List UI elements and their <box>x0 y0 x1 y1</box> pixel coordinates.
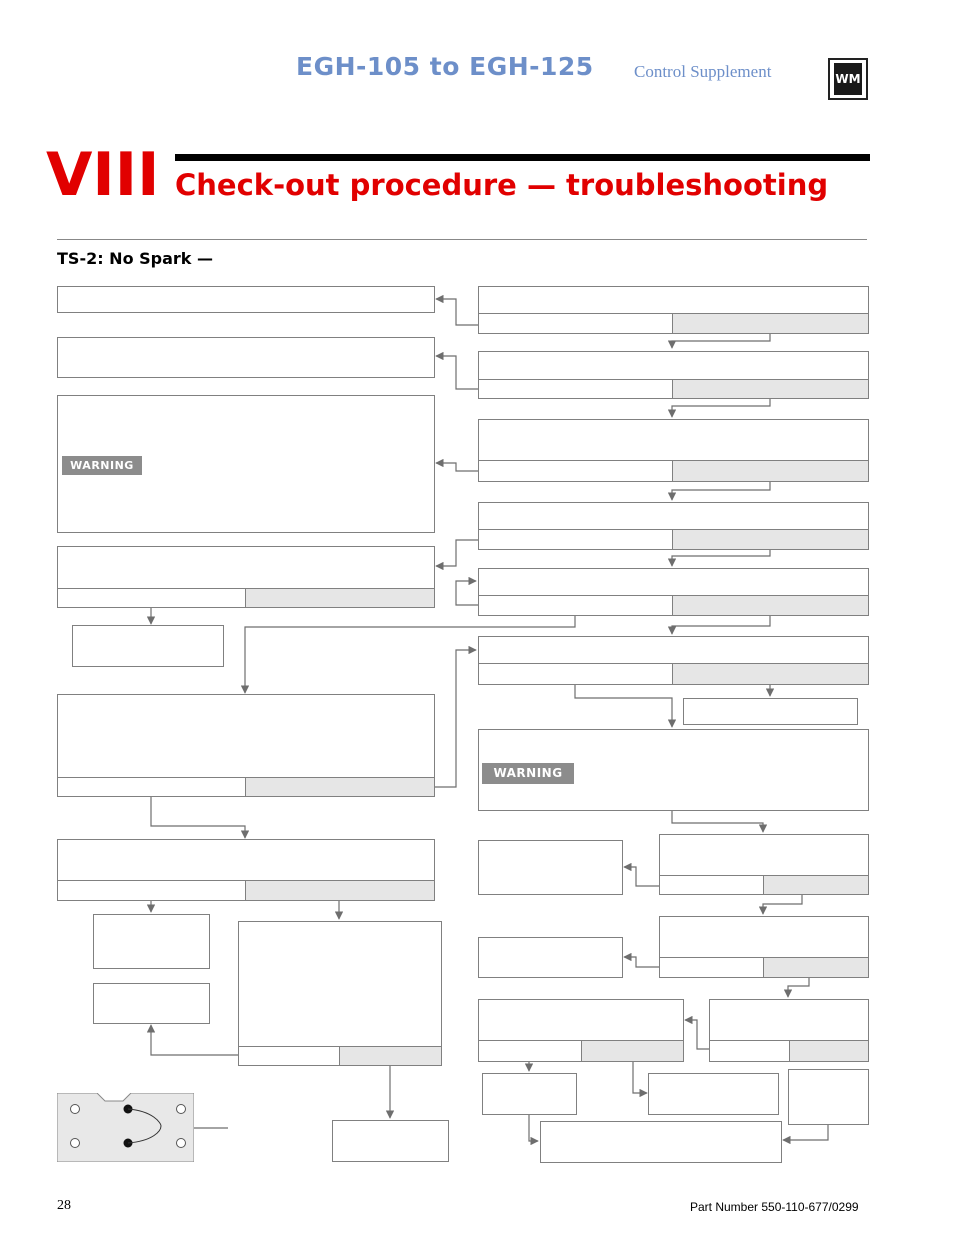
document-subtitle: Control Supplement <box>634 62 772 81</box>
yes-cell <box>57 777 246 797</box>
decision-box-right-8 <box>659 916 869 958</box>
action-box-right-6 <box>788 1069 869 1125</box>
flowchart-title: TS-2: No Spark — <box>57 249 214 268</box>
no-cell <box>789 1040 869 1062</box>
decision-box-right-3 <box>478 419 869 461</box>
decision-box-right-9 <box>478 999 684 1041</box>
decision-box-left-3 <box>57 839 435 881</box>
yes-cell <box>57 880 246 901</box>
action-box-right-2 <box>478 840 623 895</box>
yes-cell <box>57 588 246 608</box>
yes-cell <box>478 313 673 334</box>
yes-cell <box>659 875 764 895</box>
decision-box-right-10 <box>709 999 869 1041</box>
yes-cell <box>478 379 673 399</box>
weil-mclain-logo-icon: WM <box>828 58 868 100</box>
action-box-right-5 <box>648 1073 779 1115</box>
decision-box-right-6 <box>478 636 869 664</box>
no-cell <box>672 529 869 550</box>
warning-badge: WARNING <box>482 763 574 784</box>
no-cell <box>763 875 869 895</box>
no-cell <box>763 957 869 978</box>
decision-box-right-5 <box>478 568 869 596</box>
warning-badge: WARNING <box>62 456 142 475</box>
no-cell <box>672 460 869 482</box>
no-cell <box>672 313 869 334</box>
yes-cell <box>478 529 673 550</box>
yes-cell <box>478 595 673 616</box>
no-cell <box>339 1046 442 1066</box>
no-cell <box>672 379 869 399</box>
no-cell <box>581 1040 684 1062</box>
yes-cell <box>709 1040 790 1062</box>
yes-cell <box>659 957 764 978</box>
step-box-check-power <box>57 286 435 313</box>
no-cell <box>672 595 869 616</box>
action-box-right-4 <box>482 1073 577 1115</box>
section-title: Check-out procedure — troubleshooting <box>175 168 829 202</box>
action-box-right-1 <box>683 698 858 725</box>
decision-box-left-2 <box>57 694 435 778</box>
part-number: Part Number 550-110-677/0299 <box>690 1200 859 1214</box>
decision-box-right-4 <box>478 502 869 530</box>
no-cell <box>672 663 869 685</box>
section-number: VIII <box>46 140 160 210</box>
control-board-connector-icon <box>57 1093 194 1162</box>
action-box-left-4 <box>332 1120 449 1162</box>
decision-box-left-4 <box>238 921 442 1047</box>
yes-cell <box>478 1040 582 1062</box>
action-box-left-3 <box>93 983 210 1024</box>
yes-cell <box>478 663 673 685</box>
action-box-right-3 <box>478 937 623 978</box>
action-box-left-1 <box>72 625 224 667</box>
model-range-title: EGH-105 to EGH-125 <box>296 52 594 81</box>
yes-cell <box>478 460 673 482</box>
decision-box-right-2 <box>478 351 869 380</box>
action-box-right-7 <box>540 1121 782 1163</box>
decision-box-right-7 <box>659 834 869 876</box>
no-cell <box>245 777 435 797</box>
no-cell <box>245 880 435 901</box>
action-box-left-2 <box>93 914 210 969</box>
page-number: 28 <box>57 1198 71 1213</box>
step-box-check-fuse <box>57 337 435 378</box>
no-cell <box>245 588 435 608</box>
decision-box-left-1 <box>57 546 435 589</box>
yes-cell <box>238 1046 340 1066</box>
decision-box-right-1 <box>478 286 869 314</box>
